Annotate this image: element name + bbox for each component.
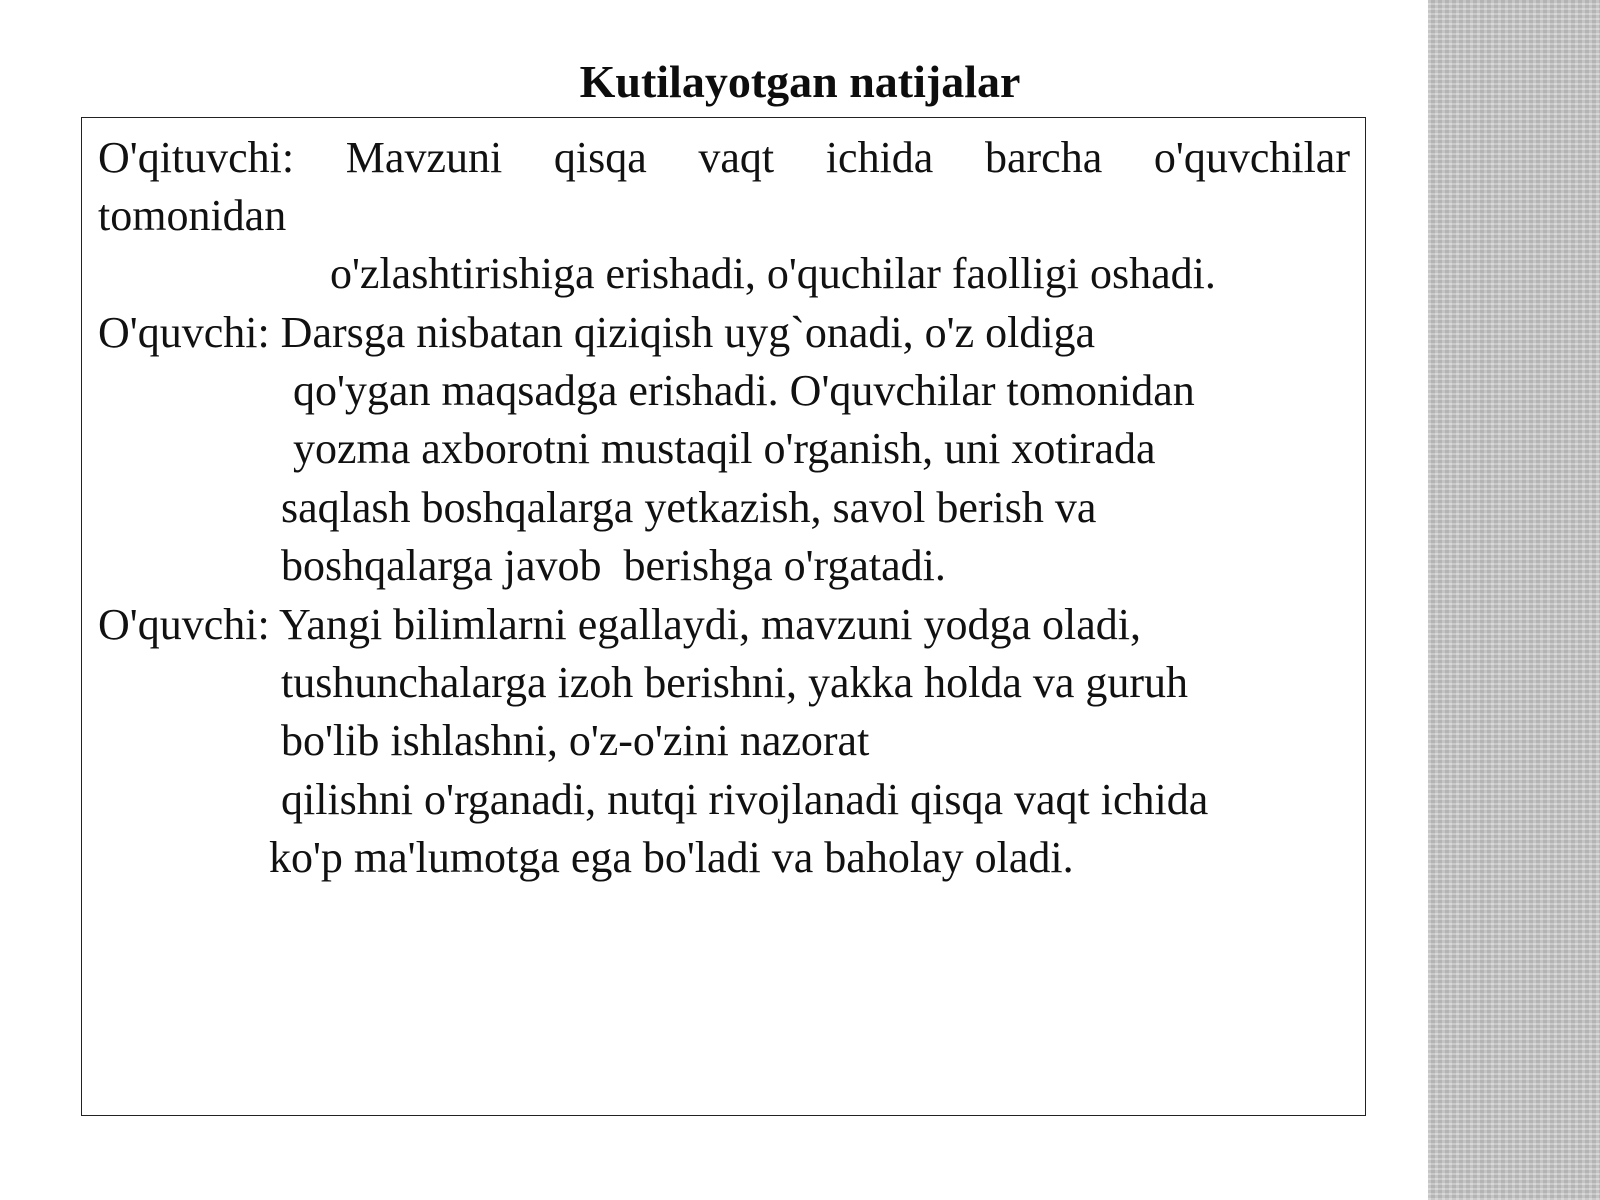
text-line: o'zlashtirishiga erishadi, o'quchilar faolligi oshadi. — [330, 249, 1216, 298]
page-title: Kutilayotgan natijalar — [579, 56, 1021, 107]
text-line: bo'lib ishlashni, o'z-o'zini nazorat — [281, 716, 870, 765]
text-line: tushunchalarga izoh berishni, yakka holda va guruh — [281, 658, 1189, 707]
text-line: ko'p ma'lumotga ega bo'ladi va baholay oladi. — [269, 833, 1074, 882]
text-line: qo'ygan maqsadga erishadi. O'quvchilar tomonidan — [293, 366, 1195, 415]
text-line: saqlash boshqalarga yetkazish, savol berish va — [281, 483, 1097, 532]
text-line: O'quvchi: Yangi bilimlarni egallaydi, mavzuni yodga oladi, — [98, 600, 1141, 649]
decorative-side-stripe — [1428, 0, 1600, 1200]
text-line: O'qituvchi: Mavzuni qisqa vaqt ichida barcha o'quvchilar — [98, 133, 1350, 182]
text-line: O'quvchi: Darsga nisbatan qiziqish uyg`onadi, o'z oldiga — [98, 308, 1096, 357]
text-line: qilishni o'rganadi, nutqi rivojlanadi qisqa vaqt ichida — [281, 775, 1209, 824]
text-line: tomonidan — [98, 191, 287, 240]
text-line: yozma axborotni mustaqil o'rganish, uni xotirada — [293, 424, 1156, 473]
text-line: boshqalarga javob berishga o'rgatadi. — [281, 541, 946, 590]
